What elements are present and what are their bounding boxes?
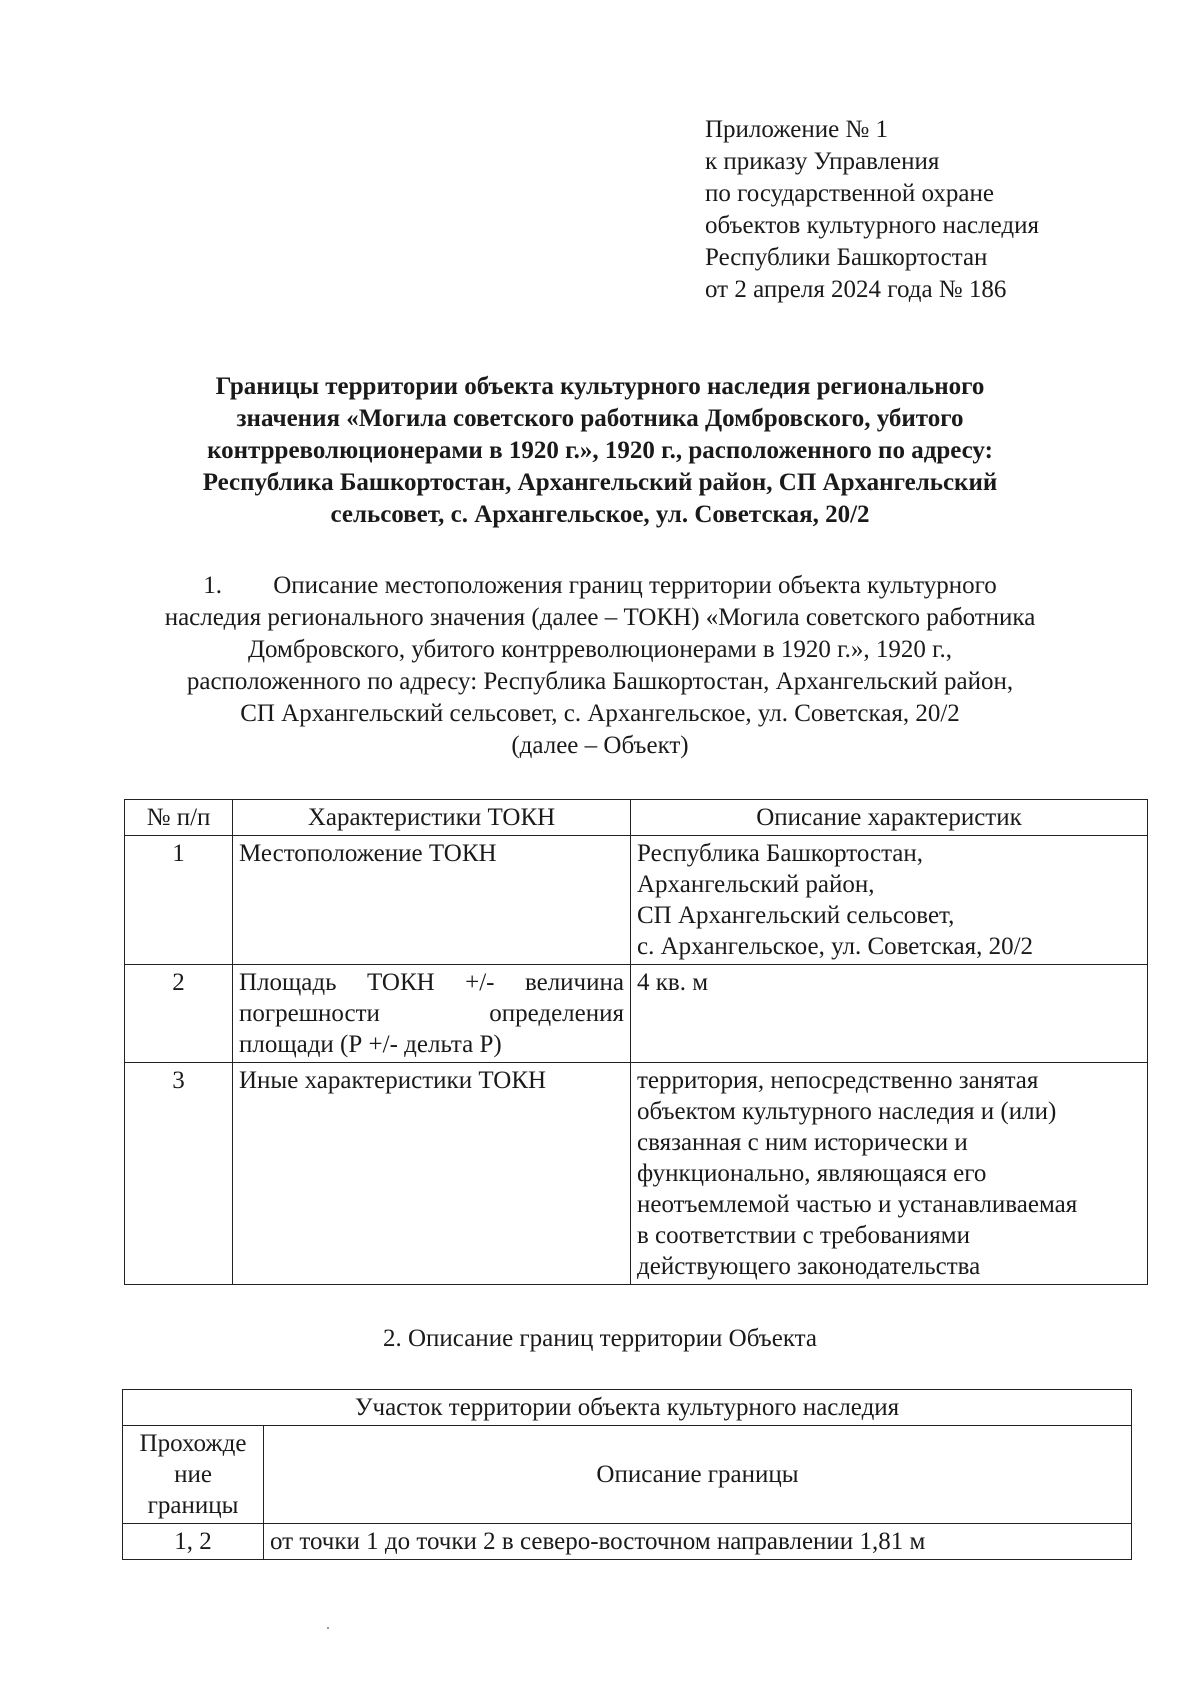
cell-line: территория, непосредственно занятая [637,1067,1039,1094]
row-number: 1 [125,836,233,965]
cell-line: Площадь ТОКН +/- величина [239,969,624,996]
appendix-line: Приложение № 1 [705,116,889,143]
characteristic-cell [233,965,631,1063]
table-header-row [123,1426,1132,1524]
segment-cell: 1, 2 [123,1524,264,1560]
section-1-first-line [120,570,1080,602]
header-line: Прохожде [139,1430,247,1457]
scan-speck [327,1627,329,1629]
appendix-header [705,114,1039,306]
cell-line: Республика Башкортостан, [637,840,924,867]
boundary-description-cell: от точки 1 до точки 2 в северо-восточном направлении 1,81 м [264,1524,1132,1560]
cell-line: в соответствии с требованиями [637,1222,970,1249]
column-header-number: № п/п [125,800,233,836]
characteristic-cell [233,836,631,965]
column-header-boundary-description: Описание границы [264,1426,1132,1524]
description-cell [631,836,1148,965]
characteristic-cell [233,1063,631,1285]
section-1-description [120,570,1080,762]
column-header-segment [123,1426,264,1524]
cell-line: 4 кв. м [637,969,709,996]
table-caption-row [123,1390,1132,1426]
boundary-table [122,1389,1132,1560]
appendix-line: по государственной охране [705,180,995,207]
title-line: Республика Башкортостан, Архангельский район, СП Архангельский [202,469,998,496]
row-number: 2 [125,965,233,1063]
cell-line: Местоположение ТОКН [239,840,497,867]
appendix-line: к приказу Управления [705,148,940,175]
section-2-heading: 2. Описание границ территории Объекта [383,1325,817,1352]
table-row [125,965,1148,1063]
title-line: значения «Могила советского работника Домбровского, убитого [236,405,964,432]
cell-line: площади (Р +/- дельта Р) [239,1031,502,1058]
appendix-line: от 2 апреля 2024 года № 186 [705,276,1007,303]
cell-line: действующего законодательства [637,1253,981,1280]
section-1-line: Домбровского, убитого контрреволюционерами в 1920 г.», 1920 г., [247,636,953,663]
title-line: сельсовет, с. Архангельское, ул. Советская, 20/2 [330,501,870,528]
row-number: 3 [125,1063,233,1285]
header-line: границы [147,1492,239,1519]
cell-line: с. Архангельское, ул. Советская, 20/2 [637,933,1034,960]
title-line: Границы территории объекта культурного наследия регионального [215,373,985,400]
table-row [125,1063,1148,1285]
cell-line: функционально, являющаяся его [637,1160,987,1187]
cell-line: погрешности определения [239,1000,624,1027]
column-header-characteristics: Характеристики ТОКН [233,800,631,836]
header-line: ние [174,1461,212,1488]
description-cell [631,1063,1148,1285]
section-1-heading-text: Описание местоположения границ территории объекта культурного [273,572,997,599]
table-header-row [125,800,1148,836]
title-line: контрреволюционерами в 1920 г.», 1920 г., расположенного по адресу: [207,437,993,464]
cell-line: Иные характеристики ТОКН [239,1067,547,1094]
cell-line: Архангельский район, [637,871,875,898]
section-1-line: (далее – Объект) [511,732,689,759]
appendix-line: объектов культурного наследия [705,212,1039,239]
section-1-line: наследия регионального значения (далее – ТОКН) «Могила советского работника [164,604,1036,631]
table-row [125,836,1148,965]
table-caption: Участок территории объекта культурного наследия [123,1390,1132,1426]
document-title [150,371,1050,531]
description-cell [631,965,1148,1063]
cell-line: связанная с ним исторически и [637,1129,968,1156]
section-1-line: СП Архангельский сельсовет, с. Архангельское, ул. Советская, 20/2 [240,700,960,727]
column-header-description: Описание характеристик [631,800,1148,836]
table-row [123,1524,1132,1560]
section-1-number: 1. [203,572,222,599]
section-1-line: расположенного по адресу: Республика Башкортостан, Архангельский район, [186,668,1014,695]
characteristics-table [124,799,1148,1285]
cell-line: СП Архангельский сельсовет, [637,902,955,929]
cell-line: объектом культурного наследия и (или) [637,1098,1057,1125]
cell-line: неотъемлемой частью и устанавливаемая [637,1191,1078,1218]
appendix-line: Республики Башкортостан [705,244,988,271]
